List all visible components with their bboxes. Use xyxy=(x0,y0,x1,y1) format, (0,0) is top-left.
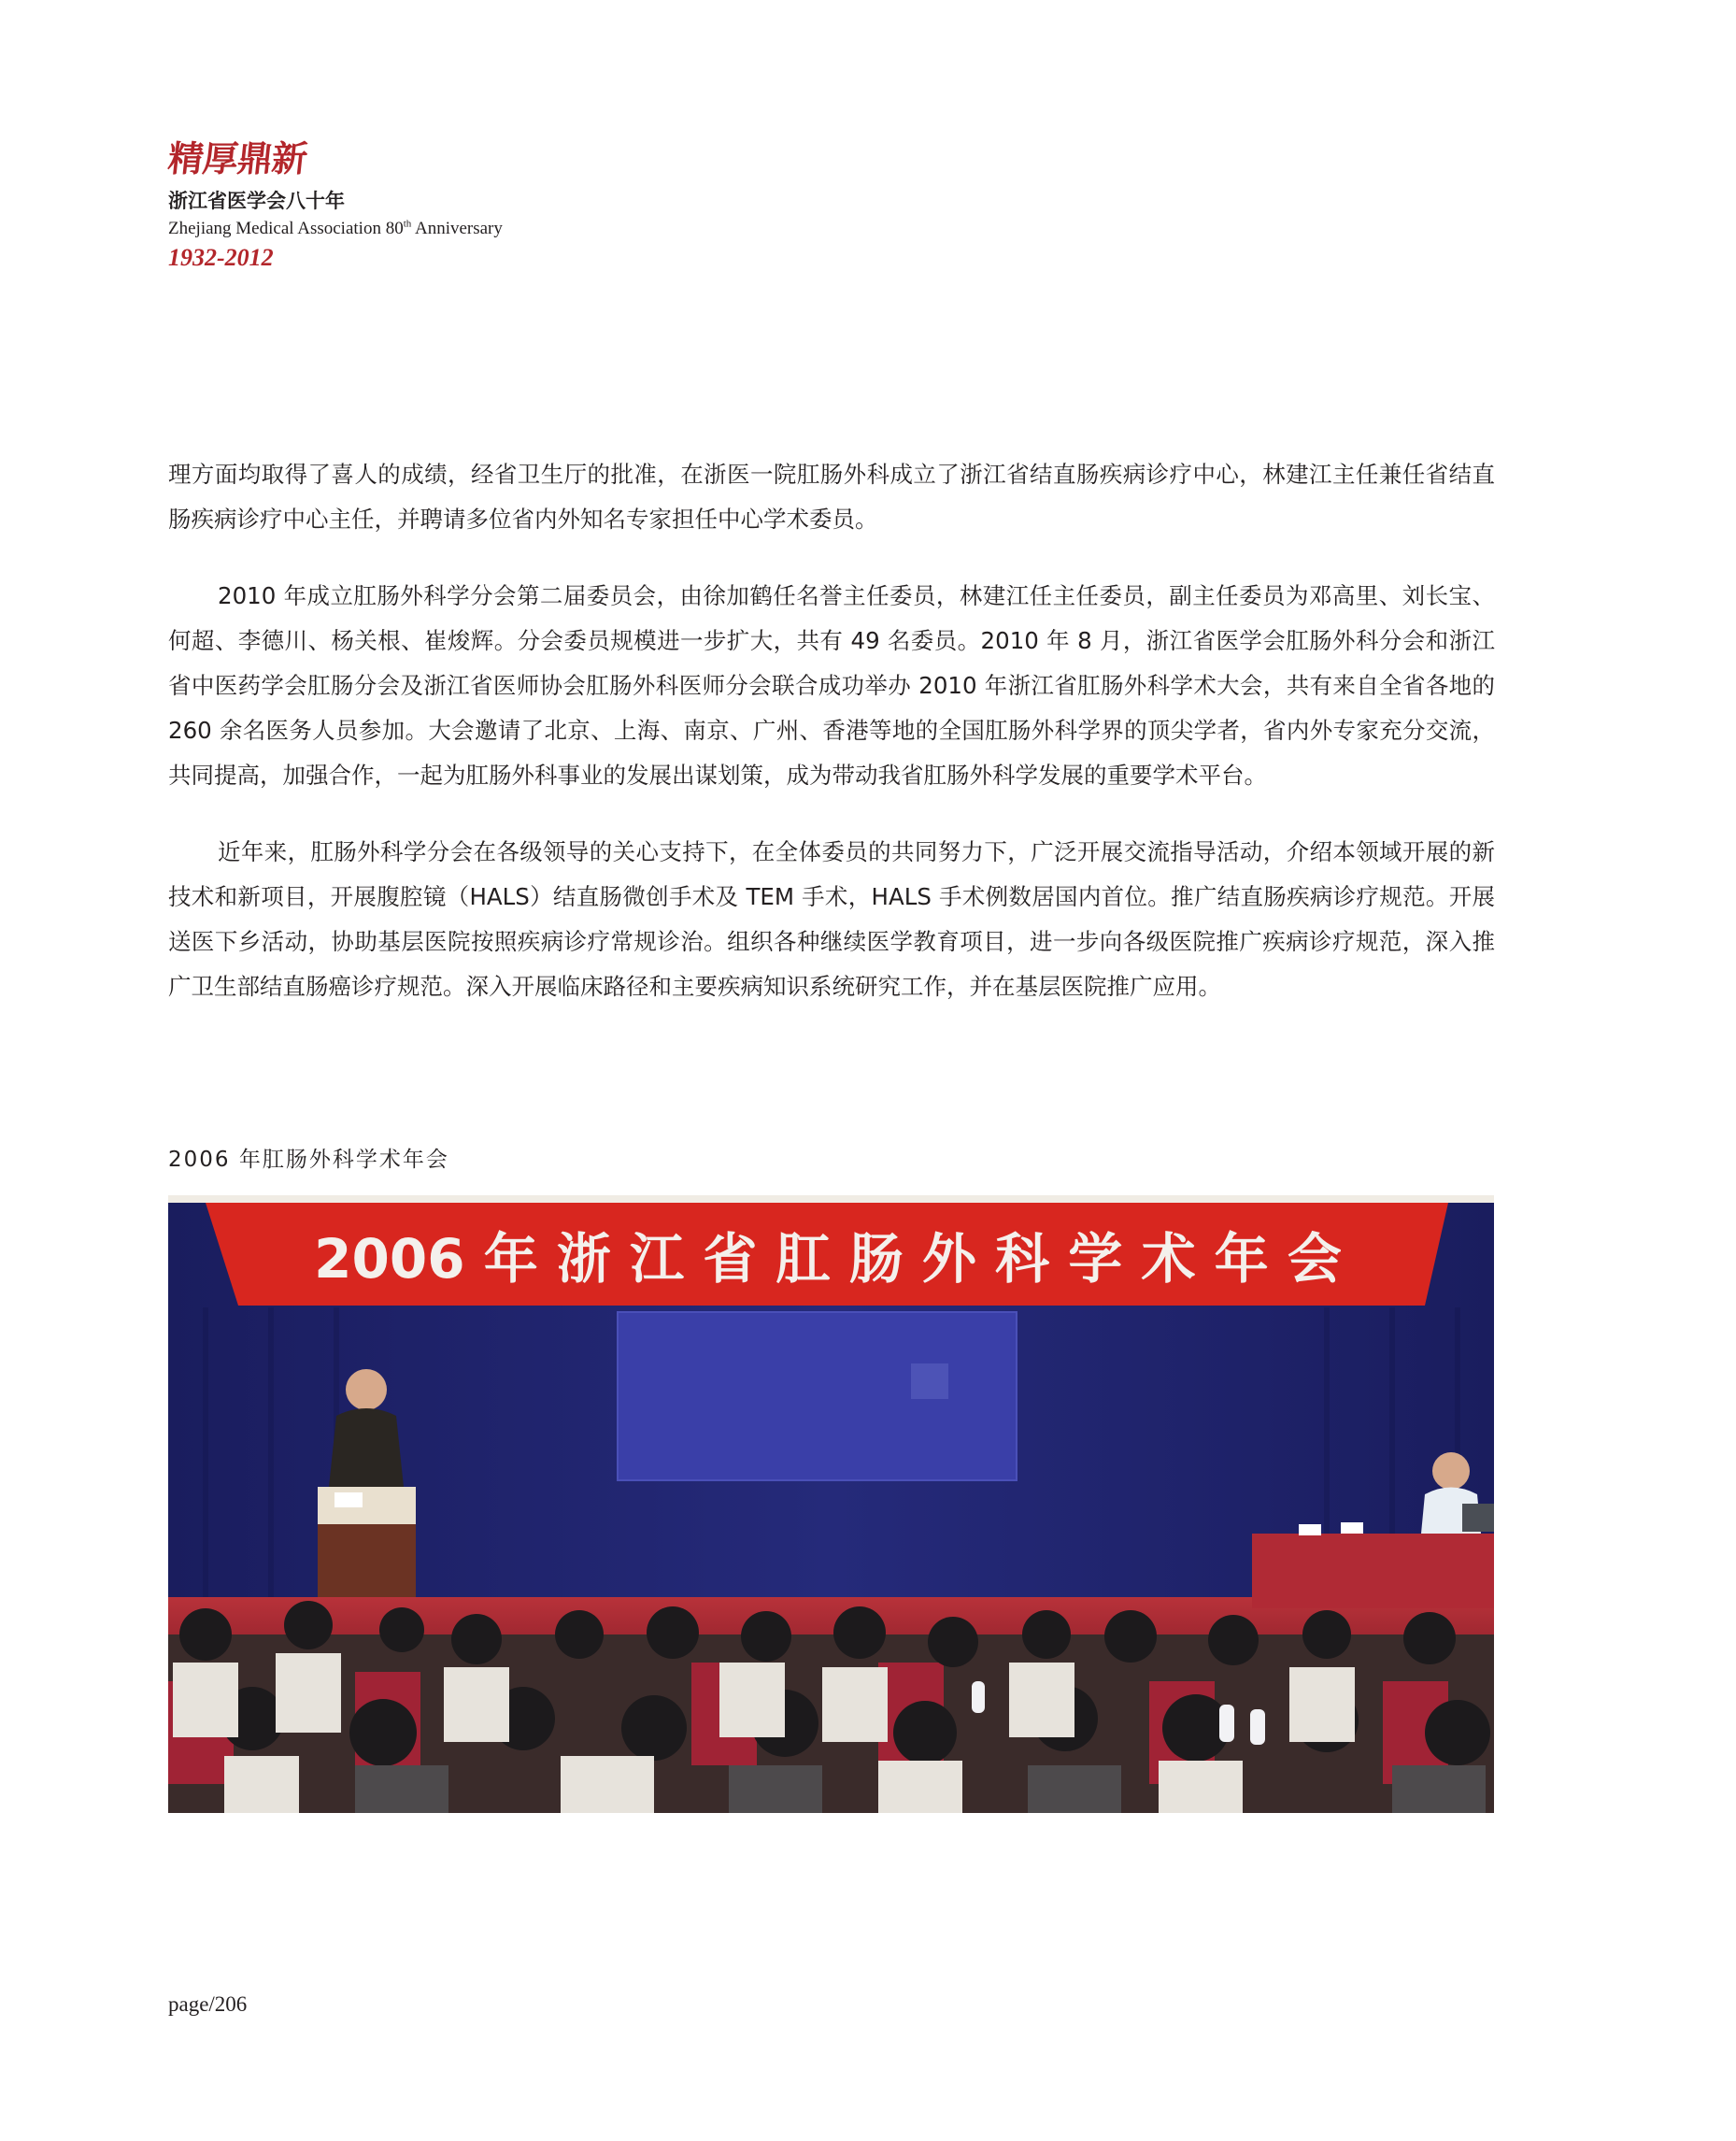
book-years: 1932-2012 xyxy=(168,244,274,271)
paragraph: 近年来，肛肠外科学分会在各级领导的关心支持下，在全体委员的共同努力下，广泛开展交流指导活动，介绍本领域开展的新技术和新项目，开展腹腔镜（HALS）结直肠微创手术及 TEM 手术，HALS 手术例数居国内首位。推广结直肠疾病诊疗规范。开展送医下乡活动，协助基层医院按照疾病诊疗常规诊治。组织各种继续医学教育项目，进一步向各级医院推广疾病诊疗规范，深入推广卫生部结直肠癌诊疗规范。深入开展临床路径和主要疾病知识系统研究工作，并在基层医院推广应用。 xyxy=(168,838,1495,1000)
book-title-en xyxy=(168,218,503,240)
conference-photo xyxy=(168,1195,1494,1813)
calligraphy-logo: 精厚鼎新 xyxy=(165,137,309,179)
figure-caption: 2006 年肛肠外科学术年会 xyxy=(168,1148,449,1172)
book-header xyxy=(165,137,503,272)
book-title-en-sup: th xyxy=(403,218,412,230)
side-table xyxy=(1252,1534,1494,1608)
paragraph: 2010 年成立肛肠外科学分会第二届委员会，由徐加鹤任名誉主任委员，林建江任主任委员，副主任委员为邓高里、刘长宝、何超、李德川、杨关根、崔焌辉。分会委员规模进一步扩大，共有 49 名委员。2010 年 8 月，浙江省医学会肛肠外科分会和浙江省中医药学会肛肠分会及浙江省医师协会肛肠外科医师分会联合成功举办 2010 年浙江省肛肠外科学术大会，共有来自全省各地的 260 余名医务人员参加。大会邀请了北京、上海、南京、广州、香港等地的全国肛肠外科学界的顶尖学者，省内外专家充分交流，共同提高，加强合作，一起为肛肠外科事业的发展出谋划策，成为带动我省肛肠外科学发展的重要学术平台。 xyxy=(168,582,1495,789)
book-title-en-suffix: Anniversary xyxy=(411,219,503,238)
book-title-en-prefix: Zhejiang Medical Association 80 xyxy=(168,219,404,238)
article-body xyxy=(168,452,1495,1041)
projection-screen xyxy=(618,1312,1017,1480)
paragraph: 理方面均取得了喜人的成绩，经省卫生厅的批准，在浙医一院肛肠外科成立了浙江省结直肠疾病诊疗中心，林建江主任兼任省结直肠疾病诊疗中心主任，并聘请多位省内外知名专家担任中心学术委员。 xyxy=(168,461,1495,533)
banner-text: 2006 年 浙 江 省 肛 肠 外 科 学 术 年 会 xyxy=(314,1227,1342,1291)
book-title-cn: 浙江省医学会八十年 xyxy=(168,190,345,212)
page-number: page/206 xyxy=(168,1992,248,2016)
speaker xyxy=(346,1369,387,1410)
